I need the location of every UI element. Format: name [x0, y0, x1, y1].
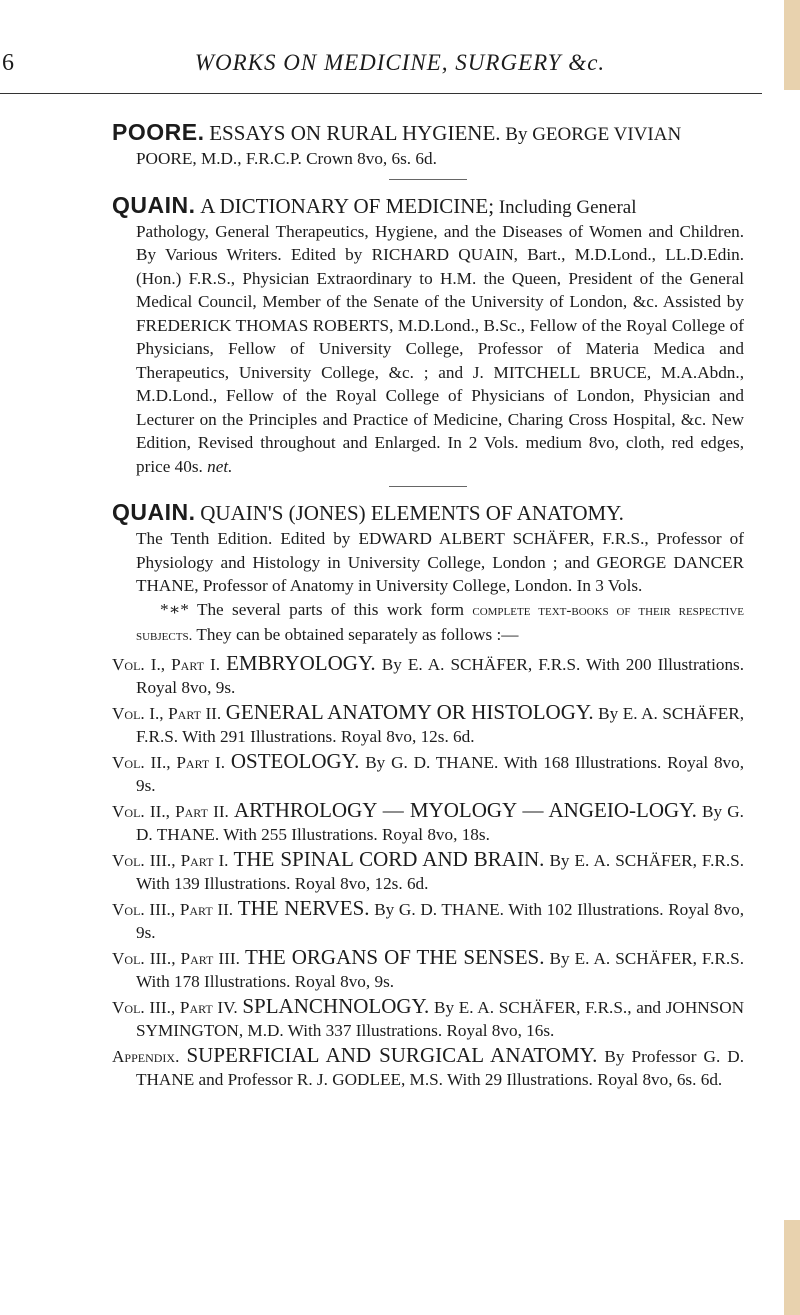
volume-details: By E. A. SCHÄFER, F.R.S. With 291 Illustrations. Royal 8vo, 12s. 6d.	[136, 703, 745, 746]
volume-title: EMBRYOLOGY.	[226, 650, 376, 675]
entry-description: POORE, M.D., F.R.C.P. Crown 8vo, 6s. 6d.	[136, 149, 437, 168]
entry-title: A DICTIONARY OF MEDICINE;	[200, 193, 495, 218]
volume-part: Vol. III., Part II.	[112, 899, 234, 919]
volume-details: By G. D. THANE. With 168 Illustrations. Royal 8vo, 9s.	[136, 752, 745, 795]
entry-heading-rest: Including General	[498, 196, 637, 218]
volume-part: Vol. III., Part IV.	[112, 997, 238, 1017]
volume-details: By E. A. SCHÄFER, F.R.S., and JOHNSON SYMINGTON, M.D. With 337 Illustrations. Royal 8vo, 16s.	[136, 997, 745, 1040]
entry-description: The Tenth Edition. Edited by EDWARD ALBERT SCHÄFER, F.R.S., Professor of Physiology and Histology in University College, London ; and GEORGE DANCER THANE, Professor of Anatomy in University College, London. In 3 Vols.	[136, 529, 744, 595]
separator-rule	[389, 486, 467, 487]
volume-details: By G. D. THANE. With 102 Illustrations. Royal 8vo, 9s.	[136, 899, 745, 942]
volume-list	[112, 652, 744, 1091]
volume-title: THE ORGANS OF THE SENSES.	[244, 944, 545, 969]
volume-item	[112, 946, 744, 993]
page-edge-mark	[784, 1220, 800, 1315]
entry-description	[112, 220, 744, 479]
volume-details: By E. A. SCHÄFER, F.R.S. With 178 Illustrations. Royal 8vo, 9s.	[136, 948, 745, 991]
entry-price-note: net.	[207, 456, 233, 476]
volume-part: Vol. III., Part I.	[112, 850, 229, 870]
volume-item	[112, 701, 744, 748]
volume-part: Appendix.	[112, 1046, 180, 1066]
note-smallcaps: complete text-books of their respective subjects.	[136, 602, 744, 644]
entry-poore	[112, 120, 744, 171]
catalogue-entries	[112, 120, 744, 1091]
entry-heading	[112, 500, 744, 527]
separator-rule	[389, 179, 467, 180]
entry-quain-anatomy	[112, 500, 744, 1091]
entry-description-main: Pathology, General Therapeutics, Hygiene, and the Diseases of Women and Children. By Various Writers. Edited by RICHARD QUAIN, Bart., M.D.Lond., LL.D.Edin. (Hon.) F.R.S., Physician Extraordinary to H.M. the Queen, President of the General Medical Council, Member of the Senate of the University of London, &c. Assisted by FREDERICK THOMAS ROBERTS, M.D.Lond., B.Sc., Fellow of the Royal College of Physicians, Fellow of University College, Professor of Materia Medica and Therapeutics, University College, &c. ; and J. MITCHELL BRUCE, M.A.Abdn., M.D.Lond., Fellow of the Royal College of Physicians of London, Physician and Lecturer on the Principles and Practice of Medicine, Charing Cross Hospital, &c. New Edition, Revised throughout and Enlarged. In 2 Vols. medium 8vo, cloth, red edges, price 40s.	[136, 221, 744, 476]
volume-title: THE SPINAL CORD AND BRAIN.	[233, 846, 545, 871]
volume-item	[112, 848, 744, 895]
volume-title: SPLANCHNOLOGY.	[242, 993, 430, 1018]
entry-note	[112, 598, 744, 648]
volume-part: Vol. II., Part II.	[112, 801, 229, 821]
entry-author: POORE.	[112, 119, 205, 145]
entry-author: QUAIN.	[112, 499, 196, 525]
volume-details: By E. A. SCHÄFER, F.R.S. With 139 Illustrations. Royal 8vo, 12s. 6d.	[136, 850, 745, 893]
running-head	[0, 50, 800, 90]
note-mark: *∗*	[160, 599, 189, 619]
note-text: The several parts of this work form	[196, 599, 464, 619]
volume-title: ARTHROLOGY — MYOLOGY — ANGEIO-LOGY.	[234, 797, 697, 822]
entry-heading	[112, 120, 744, 147]
volume-item	[112, 995, 744, 1042]
entry-title: QUAIN'S (JONES) ELEMENTS OF ANATOMY.	[200, 501, 624, 525]
volume-details: By E. A. SCHÄFER, F.R.S. With 200 Illustrations. Royal 8vo, 9s.	[136, 654, 745, 697]
volume-item	[112, 750, 744, 797]
volume-part: Vol. I., Part II.	[112, 703, 222, 723]
volume-title: GENERAL ANATOMY OR HISTOLOGY.	[225, 699, 594, 724]
volume-part: Vol. III., Part III.	[112, 948, 240, 968]
volume-part: Vol. II., Part I.	[112, 752, 226, 772]
header-rule	[0, 93, 762, 94]
entry-heading	[112, 193, 744, 220]
running-title: WORKS ON MEDICINE, SURGERY &c.	[194, 50, 606, 75]
volume-title: OSTEOLOGY.	[230, 748, 360, 773]
volume-item	[112, 1044, 744, 1091]
volume-part: Vol. I., Part I.	[112, 654, 221, 674]
note-text-end: They can be obtained separately as follows :—	[196, 624, 519, 644]
volume-item	[112, 897, 744, 944]
page-edge-mark	[784, 0, 800, 90]
volume-details: By G. D. THANE. With 255 Illustrations. Royal 8vo, 18s.	[136, 801, 744, 844]
volume-details: By Professor G. D. THANE and Professor R. J. GODLEE, M.S. With 29 Illustrations. Royal 8vo, 6s. 6d.	[136, 1046, 745, 1089]
entry-author: QUAIN.	[112, 191, 196, 218]
page-number: 6	[2, 50, 14, 76]
volume-item	[112, 652, 744, 699]
entry-heading-rest: By GEORGE VIVIAN	[505, 124, 682, 145]
volume-title: SUPERFICIAL AND SURGICAL ANATOMY.	[186, 1042, 598, 1067]
entry-quain-dictionary	[112, 193, 744, 479]
entry-title: ESSAYS ON RURAL HYGIENE.	[209, 121, 501, 145]
volume-item	[112, 799, 744, 846]
volume-title: THE NERVES.	[237, 895, 370, 920]
